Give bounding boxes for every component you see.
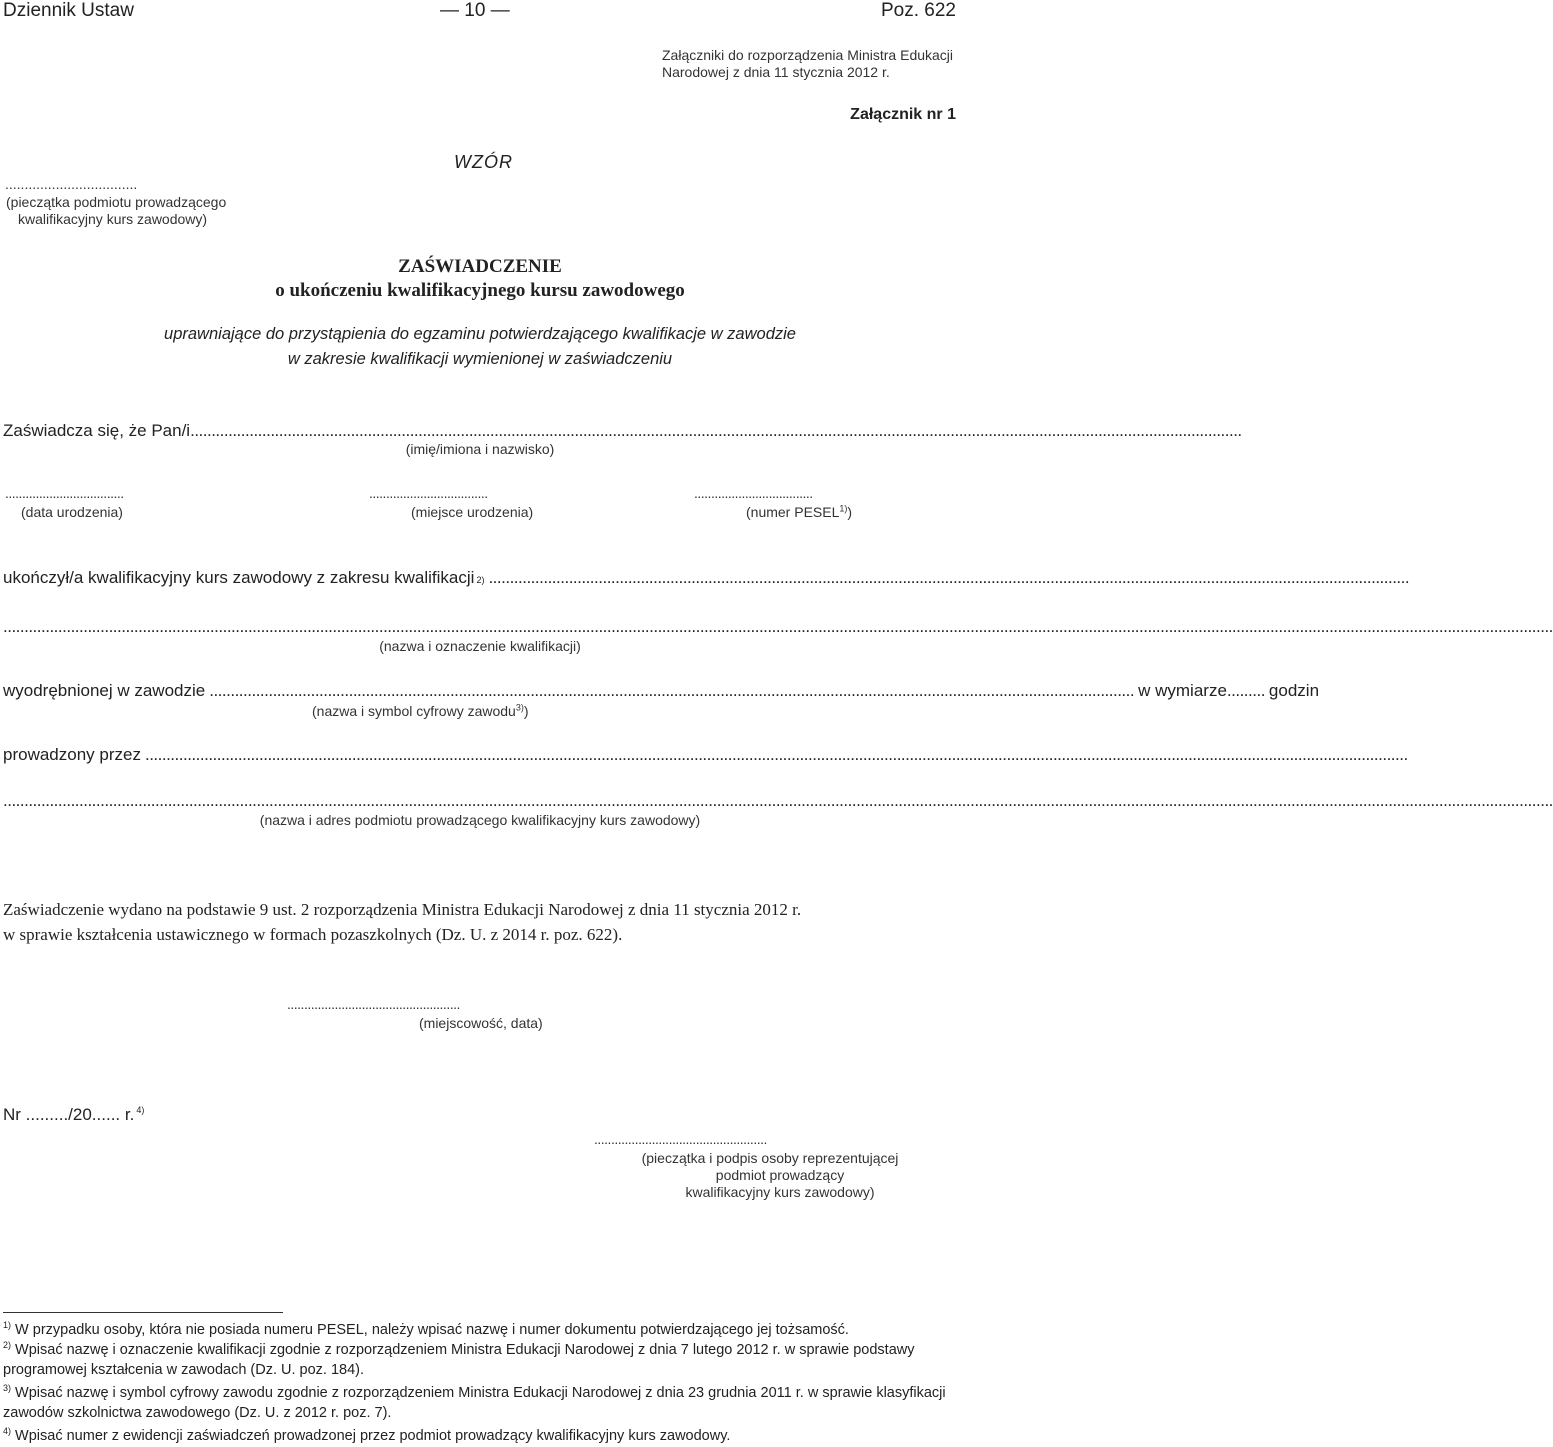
- qualification-field[interactable]: ..........................................................................................................................................................................................................................: [488, 568, 1410, 587]
- footnote-2-text: Wpisać nazwę i oznaczenie kwalifikacji zgodnie z rozporządzeniem Ministra Edukacji Narodowej z dnia 7 lutego 2012 r. w sprawie podstawy programowej kształcenia w zawodach (Dz. U. poz. 184).: [3, 1342, 915, 1378]
- name-field[interactable]: .........................................................................................................................................................................................................................................................: [190, 421, 1242, 440]
- number-footnote-ref: 4): [136, 1105, 145, 1116]
- footnote-1: [3, 1320, 957, 1340]
- place-date-caption: (miejscowość, data): [419, 1015, 543, 1031]
- stamp-caption-line-2: kwalifikacyjny kurs zawodowy): [18, 211, 208, 227]
- profession-caption-close: ): [523, 703, 529, 719]
- pesel-caption: [746, 504, 852, 520]
- provider-row: [3, 745, 1408, 765]
- document-subtitle: o ukończeniu kwalifikacyjnego kursu zawodowego: [275, 280, 685, 301]
- in-amount-label: w wymiarze: [1138, 681, 1227, 700]
- pesel-caption-close: ): [847, 504, 853, 520]
- pesel-field[interactable]: ...................................: [694, 485, 813, 501]
- profession-label: wyodrębnionej w zawodzie: [3, 681, 206, 700]
- pesel-footnote-ref: 1): [839, 503, 848, 514]
- footnote-3: [3, 1383, 957, 1423]
- footnote-1-num: 1): [3, 1320, 12, 1331]
- signature-caption-line-2: podmiot prowadzący: [715, 1167, 845, 1183]
- provider-label: prowadzony przez: [3, 745, 141, 764]
- hours-field[interactable]: .........: [1226, 681, 1265, 700]
- qualification-field-line-2[interactable]: ...............................................................................................................................................................................................................................................................................................................................................................................: [3, 617, 1553, 636]
- signature-caption-line-3: kwalifikacyjny kurs zawodowy): [685, 1184, 875, 1200]
- footnote-3-text: Wpisać nazwę i symbol cyfrowy zawodu zgodnie z rozporządzeniem Ministra Edukacji Narodowej z dnia 23 grudnia 2011 r. w sprawie klasyfikacji zawodów szkolnictwa zawodowego (Dz. U. z 2012 r. poz. 7).: [3, 1385, 946, 1421]
- certify-label: Zaświadcza się, że Pan/i: [3, 421, 191, 440]
- footnote-4: [3, 1426, 957, 1446]
- footnote-2-num: 2): [3, 1340, 12, 1351]
- birth-place-field[interactable]: ...................................: [369, 485, 488, 501]
- legal-basis-line-2: w sprawie kształcenia ustawicznego w formach pozaszkolnych (Dz. U. z 2014 r. poz. 622).: [3, 925, 623, 944]
- name-caption: (imię/imiona i nazwisko): [405, 441, 555, 457]
- qualification-row-2: [3, 617, 1553, 637]
- legal-basis-line-1: Zaświadczenie wydano na podstawie 9 ust. 2 rozporządzenia Ministra Edukacji Narodowej z dnia 11 stycznia 2012 r.: [3, 900, 802, 919]
- footnote-2: [3, 1340, 957, 1380]
- signature-field[interactable]: ...................................................: [594, 1131, 767, 1147]
- journal-title: Dziennik Ustaw: [3, 0, 134, 21]
- profession-caption-text: (nazwa i symbol cyfrowy zawodu: [312, 703, 516, 719]
- profession-row: [3, 681, 1320, 701]
- footnote-4-num: 4): [3, 1426, 12, 1437]
- stamp-caption-line-1: (pieczątka podmiotu prowadzącego: [6, 194, 227, 210]
- completed-row: ukończył/a kwalifikacyjny kurs zawodowy z zakresu kwalifikacji 2) ..........................................................................................................................................................................................................................: [3, 568, 1410, 587]
- number-field: [3, 1105, 144, 1125]
- profession-footnote-ref: 3): [515, 702, 524, 713]
- profession-caption: [312, 703, 529, 719]
- provider-field-line-2[interactable]: ...............................................................................................................................................................................................................................................................................................................................................................................: [3, 791, 1553, 810]
- footnote-separator: [3, 1312, 283, 1313]
- attachment-label: Załącznik nr 1: [850, 106, 956, 123]
- completed-label: ukończył/a kwalifikacyjny kurs zawodowy z zakresu kwalifikacji: [3, 568, 475, 587]
- footnote-1-text: W przypadku osoby, która nie posiada numeru PESEL, należy wpisać nazwę i numer dokumentu potwierdzającego jej tożsamość.: [15, 1322, 849, 1338]
- footnote-3-num: 3): [3, 1383, 12, 1394]
- qualification-caption: (nazwa i oznaczenie kwalifikacji): [379, 638, 581, 654]
- provider-field[interactable]: ...........................................................................................................................................................................................................................................................................................................: [144, 745, 1408, 764]
- number-label: Nr ........./20...... r.: [3, 1105, 135, 1124]
- signature-caption-line-1: (pieczątka i podpis osoby reprezentującej: [641, 1150, 899, 1166]
- document-title: ZAŚWIADCZENIE: [398, 256, 562, 277]
- description-line-2: w zakresie kwalifikacji wymienionej w zaświadczeniu: [287, 350, 673, 368]
- template-label: WZÓR: [454, 152, 513, 172]
- place-date-field[interactable]: ...................................................: [287, 996, 460, 1012]
- attachment-line-2: Narodowej z dnia 11 stycznia 2012 r.: [662, 64, 890, 80]
- birth-date-caption: (data urodzenia): [21, 504, 123, 520]
- hours-label: godzin: [1268, 681, 1320, 700]
- footnote-4-text: Wpisać numer z ewidencji zaświadczeń prowadzonej przez podmiot prowadzący kwalifikacyjny kurs zawodowy.: [15, 1428, 731, 1444]
- certify-row: [3, 421, 1242, 441]
- provider-row-2: [3, 791, 1553, 811]
- pesel-caption-text: (numer PESEL: [746, 504, 840, 520]
- birth-place-caption: (miejsce urodzenia): [411, 504, 534, 520]
- profession-field[interactable]: ...........................................................................................................................................................................................................................: [209, 681, 1135, 700]
- provider-caption: (nazwa i adres podmiotu prowadzącego kwalifikacyjny kurs zawodowy): [259, 812, 701, 828]
- birth-date-field[interactable]: ...................................: [5, 485, 124, 501]
- position-number: Poz. 622: [881, 0, 956, 21]
- attachment-line-1: Załączniki do rozporządzenia Ministra Edukacji: [662, 47, 954, 63]
- description-line-1: uprawniające do przystąpienia do egzaminu potwierdzającego kwalifikacje w zawodzie: [164, 325, 796, 343]
- page-number: — 10 —: [440, 0, 510, 21]
- stamp-dots: ..................................: [5, 176, 138, 192]
